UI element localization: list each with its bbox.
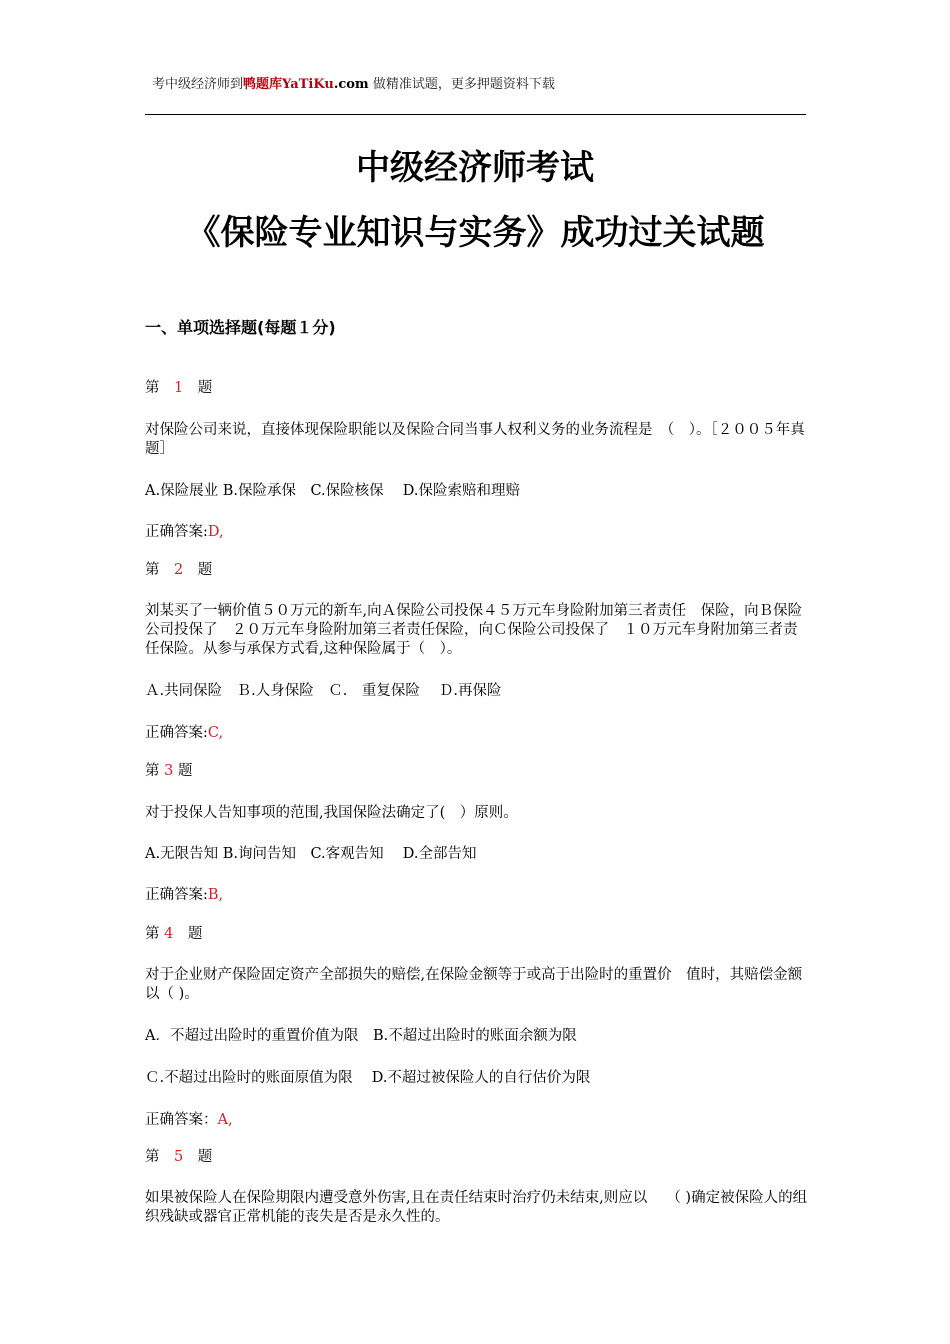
section-heading: 一、单项选择题(每题１分) <box>145 318 336 337</box>
answer-value: B, <box>207 887 224 903</box>
question-4-options-2: Ｃ.不超过出险时的账面原值为限 D.不超过被保险人的自行估价为限 <box>145 1070 591 1086</box>
question-number: 3 <box>164 763 174 779</box>
question-number: 4 <box>164 926 174 942</box>
question-3-options: A.无限告知 B.询问告知 C.客观告知 D.全部告知 <box>145 846 477 862</box>
question-4-options-1: A．不超过出险时的重置价值为限 B.不超过出险时的账面余额为限 <box>145 1028 577 1044</box>
question-number: 1 <box>174 380 184 396</box>
question-3-stem: 对于投保人告知事项的范围,我国保险法确定了( ）原则。 <box>145 805 518 821</box>
site-header <box>152 73 555 92</box>
brand-name-en[interactable]: YaTiKu <box>282 77 334 92</box>
answer-value: D, <box>207 524 224 540</box>
question-2-answer: 正确答案:C, <box>145 725 224 741</box>
question-4-answer: 正确答案：A, <box>145 1112 233 1128</box>
answer-value: C, <box>207 725 224 741</box>
brand-name-cn[interactable]: 鸭题库 <box>243 77 283 92</box>
document-subtitle: 《保险专业知识与实务》成功过关试题 <box>186 213 765 253</box>
header-divider <box>145 114 806 115</box>
question-2-stem: 刘某买了一辆价值５０万元的新车,向Ａ保险公司投保４５万元车身险附加第三者责任 保险，向Ｂ保险公司投保了 ２０万元车身险附加第三者责任保险，向Ｃ保险公司投保了 １０万元车身附加第三者责任保险。从参与承保方式看,这种保险属于（ ）。 <box>145 603 803 657</box>
question-1-stem: 对保险公司来说，直接体现保险职能以及保险合同当事人权利义务的业务流程是 （ ）。［２００５年真题］ <box>145 422 805 457</box>
question-1-label: 第 1 题 <box>145 380 213 396</box>
question-2-options: Ａ.共同保险 Ｂ.人身保险 Ｃ. 重复保险 Ｄ.再保险 <box>145 683 502 699</box>
question-4-stem: 对于企业财产保险固定资产全部损失的赔偿,在保险金额等于或高于出险时的重置价 值时，其赔偿金额以（ )。 <box>145 967 803 1002</box>
document-title: 中级经济师考试 <box>356 148 594 188</box>
question-1-answer: 正确答案:D, <box>145 524 224 540</box>
question-5-stem: 如果被保险人在保险期限内遭受意外伤害,且在责任结束时治疗仍未结束,则应以 （ )确定被保险人的组织残缺或器官正常机能的丧失是否是永久性的。 <box>145 1190 808 1225</box>
brand-domain[interactable]: .com <box>333 77 369 92</box>
question-4-label: 第 4 题 <box>145 926 203 942</box>
question-5-label: 第 5 题 <box>145 1149 213 1165</box>
question-3-label: 第 3 题 <box>145 763 193 779</box>
question-2-label: 第 2 题 <box>145 562 213 578</box>
header-prefix: 考中级经济师到 <box>152 77 244 92</box>
question-1-options: A.保险展业 B.保险承保 C.保险核保 D.保险索赔和理赔 <box>145 483 520 499</box>
question-3-answer: 正确答案:B, <box>145 887 224 903</box>
answer-value: A, <box>217 1112 233 1128</box>
header-suffix: 做精准试题，更多押题资料下载 <box>368 77 555 92</box>
question-number: 5 <box>174 1149 184 1165</box>
question-number: 2 <box>174 562 184 578</box>
